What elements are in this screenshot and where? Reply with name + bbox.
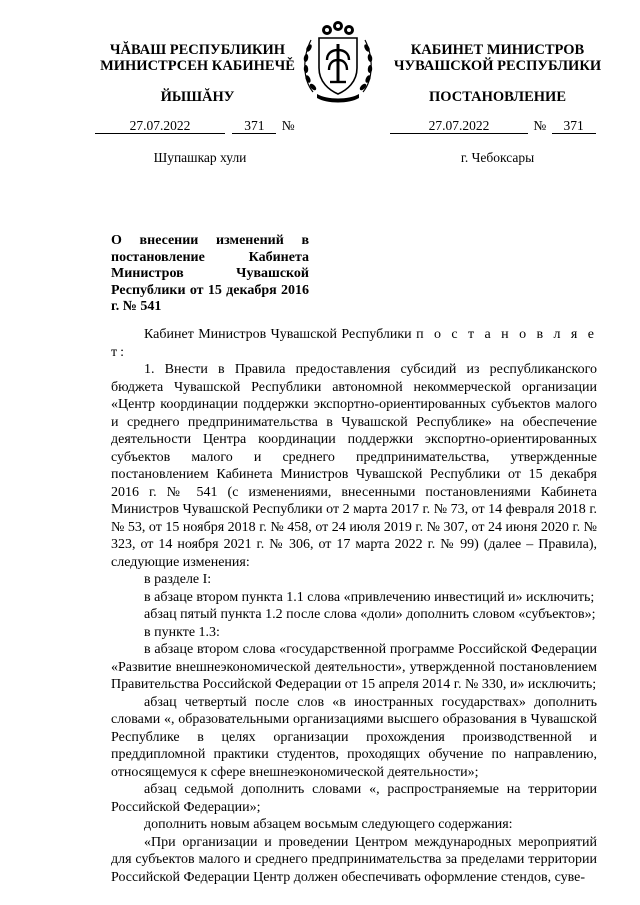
coat-of-arms-icon — [299, 20, 377, 104]
header-right-doc-type: ПОСТАНОВЛЕНИЕ — [428, 89, 566, 105]
header-right-title — [385, 42, 610, 74]
header-right-line1: КАБИНЕТ МИНИСТРОВ — [410, 42, 585, 58]
doc-number-left: 371 — [232, 118, 276, 134]
doc-date-left: 27.07.2022 — [95, 118, 225, 134]
body-paragraph: 1. Внести в Правила предоставления субсидий из республиканского бюджета Чувашской Республики автономной некоммерческой организации «Центр координации поддержки экспортно-ориентированных субъектов малого и среднего предпринимательства в Чувашской Республике» на обеспечение деятельности Центра координации поддержки экспортно-ориентированных субъектов малого и среднего предпринимательства, утвержденные постановлением Кабинета Министров Чувашской Республики от 15 декабря 2016 г. № 541 (с изменениями, внесенными постановлениями Кабинета Министров Чувашской Республики от 2 марта 2017 г. № 73, от 14 февраля 2018 г. № 53, от 15 ноября 2018 г. № 458, от 24 июля 2019 г. № 307, от 24 июня 2020 г. № 323, от 14 ноября 2021 г. № 306, от 17 марта 2022 г. № 99) (далее – Правила), следующие изменения: — [111, 362, 597, 570]
number-sign-left: № — [281, 118, 295, 133]
intro-verb: п о с т а н о в л я е т: — [111, 327, 597, 360]
body-paragraph: абзац четвертый после слов «в иностранных государствах» дополнить словами «, образовательными организациями высшего образования в Чувашской Республике в целях организации прохождения производственной и преддипломной практики студентов, проходящих обучение по направлению, относящемуся к сфере внешнеэкономической деятельности»; — [111, 694, 597, 780]
intro-subject: Кабинет Министров Чувашской Республики — [144, 327, 412, 342]
header-left-title — [95, 42, 300, 74]
doc-number-right: 371 — [552, 118, 596, 134]
dateline-right — [390, 118, 605, 134]
body-paragraph: абзац седьмой дополнить словами «, распространяемые на территории Российской Федерации»; — [111, 782, 597, 815]
header-left-line1: ЧĂВАШ РЕСПУБЛИКИН — [109, 42, 286, 58]
body-paragraph: в абзаце втором пункта 1.1 слова «привлечению инвестиций и» исключить; — [144, 589, 595, 605]
body-paragraph: дополнить новым абзацем восьмым следующего содержания: — [144, 817, 513, 832]
header-right-line2: ЧУВАШСКОЙ РЕСПУБЛИКИ — [393, 58, 602, 74]
place-left: Шупашкар хули — [153, 150, 247, 165]
body-paragraph: в разделе I: — [144, 572, 212, 587]
dateline-left — [95, 118, 305, 134]
body-paragraph: «При организации и проведении Центром международных мероприятий для субъектов малого и среднего предпринимательства за пределами территории Российской Федерации Центр должен обеспечивать оформление стендов, суве- — [111, 834, 597, 885]
body-paragraph: абзац пятый пункта 1.2 после слова «доли» дополнить словом «субъектов»; — [144, 607, 596, 622]
header-left-doc-type: ЙЫШĂНУ — [160, 89, 235, 105]
document-subject: О внесении изменений в постановление Кабинета Министров Чувашской Республики от 15 декабря 2016 г. № 541 — [111, 233, 309, 314]
place-right: г. Чебоксары — [460, 150, 535, 165]
intro-paragraph — [111, 326, 597, 361]
doc-date-right: 27.07.2022 — [390, 118, 528, 134]
body-paragraph: в абзаце втором слова «государственной программе Российской Федерации «Развитие внешнеэкономической деятельности», утвержденной постановлением Правительства Российской Федерации от 15 апреля 2014 г. № 330, и» исключить; — [111, 642, 597, 692]
number-sign-right: № — [533, 118, 547, 133]
header-left-line2: МИНИСТРСЕН КАБИНЕЧĚ — [100, 58, 295, 74]
body-paragraph: в пункте 1.3: — [144, 624, 220, 640]
document-body — [111, 326, 597, 886]
